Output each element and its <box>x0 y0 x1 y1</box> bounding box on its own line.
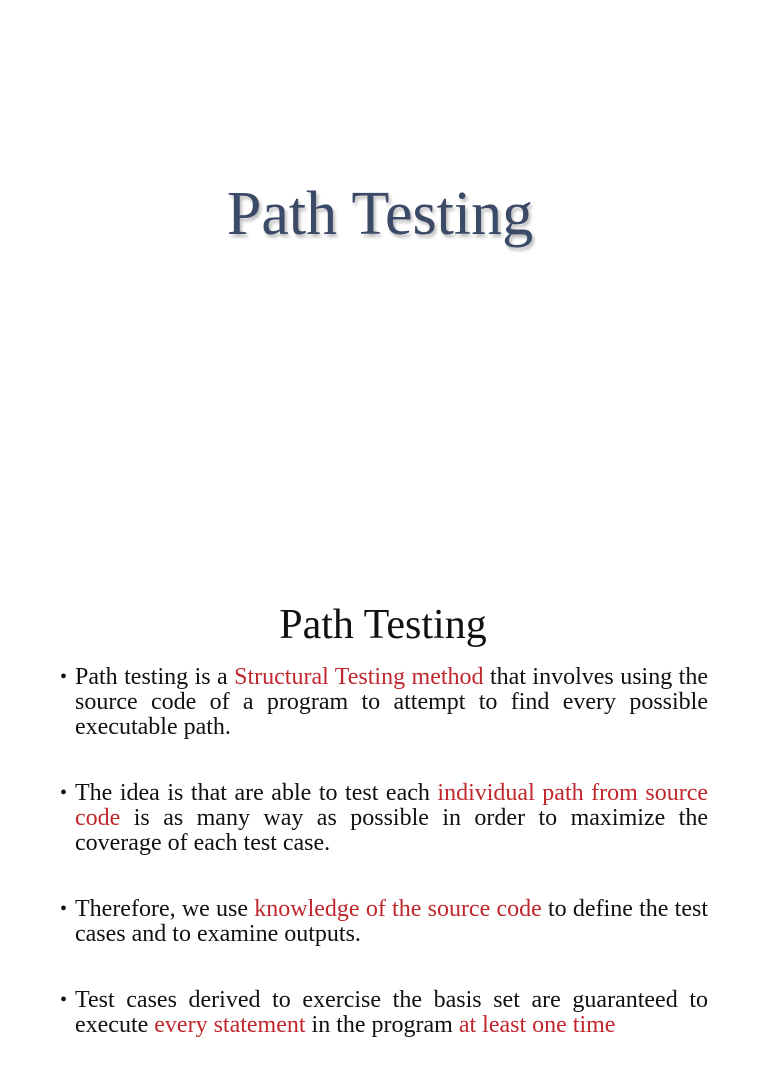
bullet-dot-icon: • <box>60 989 68 1011</box>
slide-content-heading: Path Testing <box>279 602 487 648</box>
bullet-text: is as many way as possible in order to maximize the coverage of each test case. <box>75 805 708 856</box>
bullet-item <box>60 781 708 856</box>
bullet-item <box>60 897 708 947</box>
bullet-item <box>60 988 708 1038</box>
bullet-text: that involves using the source code of a program to attempt to find every possible executable path. <box>75 664 708 740</box>
bullet-text: Therefore, we use <box>75 896 255 922</box>
bullet-text: Test cases derived to exercise the basis set are guaranteed to execute <box>75 987 708 1038</box>
bullet-text: Path testing is a <box>75 664 235 690</box>
bullet-highlight: Structural Testing method <box>234 664 484 690</box>
bullet-dot-icon: • <box>60 898 68 920</box>
bullet-highlight: at least one time <box>458 1012 616 1038</box>
bullet-list <box>60 665 708 1079</box>
bullet-text: to define the test cases and to examine outputs. <box>75 896 708 947</box>
slide-title-heading: Path Testing <box>226 180 534 248</box>
bullet-highlight: individual path from source code <box>75 780 708 831</box>
bullet-highlight: knowledge of the source code <box>254 896 542 922</box>
bullet-highlight: every statement <box>154 1012 306 1038</box>
bullet-text: in the program <box>305 1012 459 1038</box>
bullet-text: The idea is that are able to test each <box>75 780 438 806</box>
bullet-dot-icon: • <box>60 782 68 804</box>
bullet-dot-icon: • <box>60 666 68 688</box>
slide-content <box>0 576 768 1038</box>
bullet-item <box>60 665 708 740</box>
